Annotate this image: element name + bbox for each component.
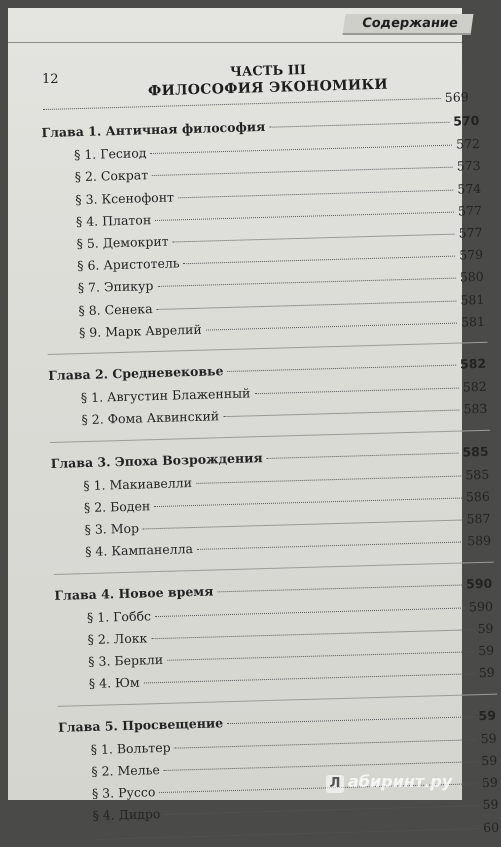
section-title: § 1. Гесиод <box>74 145 149 162</box>
section-page: 59 <box>480 797 498 812</box>
section-page: 577 <box>456 203 482 219</box>
section-entry <box>88 643 494 669</box>
chapter-page: 585 <box>460 443 489 459</box>
section-title: § 1. Августин Блаженный <box>81 386 253 406</box>
leader-dots <box>144 674 475 684</box>
section-title: § 3. Руссо <box>92 784 158 801</box>
leader-dots <box>143 520 463 530</box>
watermark <box>326 772 452 793</box>
page-number: 12 <box>42 72 59 87</box>
section-title: § 4. Кампанелла <box>85 541 195 559</box>
section-entry <box>77 247 483 273</box>
section-entry <box>84 489 490 515</box>
section-entry <box>84 511 490 537</box>
section-page: 574 <box>455 180 481 196</box>
section-entry <box>76 225 482 251</box>
section-entry <box>76 203 482 229</box>
section-entry <box>78 269 484 295</box>
part-page: 569 <box>443 89 469 105</box>
leader-dots <box>164 806 478 816</box>
section-page: 585 <box>463 467 489 483</box>
section-entry <box>89 665 495 691</box>
section-title: § 5. Демокрит <box>76 234 170 252</box>
leader-dots <box>167 651 474 661</box>
leader-dots <box>175 739 477 748</box>
leader-dots <box>254 388 459 395</box>
section-entry <box>81 379 487 405</box>
section-title: § 1. Вольтер <box>91 739 173 756</box>
section-page: 590 <box>467 598 493 614</box>
section-page: 581 <box>459 314 485 330</box>
section-title: § 7. Эпикур <box>78 278 156 295</box>
section-title: § 2. Боден <box>84 498 153 515</box>
part-name: ФИЛОСОФИЯ ЭКОНОМИКИ <box>118 76 418 100</box>
section-entry <box>87 598 493 624</box>
chapter-page: 570 <box>451 113 480 129</box>
book-page <box>8 8 462 800</box>
leader-dots <box>196 475 461 483</box>
leader-dots <box>178 189 453 198</box>
chapter-title: Глава 4. Новое время <box>54 583 215 602</box>
chapter-entry <box>58 707 496 734</box>
section-page: 59 <box>479 753 497 768</box>
section-entry <box>78 291 484 317</box>
chapter-separator <box>48 342 488 355</box>
leader-dots <box>228 365 457 372</box>
section-title: § 2. Локк <box>87 630 149 647</box>
section-title: § 4. Платон <box>76 212 154 229</box>
section-title: § 2. Фома Аквинский <box>81 409 221 428</box>
leader-dots <box>155 607 465 617</box>
chapter-page: 582 <box>458 356 487 372</box>
part-entry <box>41 89 469 116</box>
leader-dots <box>267 452 459 458</box>
chapter-page: 590 <box>464 575 493 591</box>
section-page: 589 <box>465 533 491 549</box>
section-title: § 6. Аристотель <box>77 255 182 273</box>
section-page: 577 <box>456 225 482 241</box>
section-title: § 2. Мелье <box>91 762 162 779</box>
chapter-separator <box>54 561 494 574</box>
section-title: § 4. Юм <box>89 675 142 691</box>
leader-dots <box>269 122 449 128</box>
chapter-page: 59 <box>476 707 496 723</box>
section-page: 59 <box>477 665 495 680</box>
section-entry <box>83 467 489 493</box>
leader-dots <box>157 300 457 309</box>
section-page: 572 <box>454 136 480 152</box>
section-entry <box>91 730 497 756</box>
section-entry <box>93 819 499 845</box>
section-entry <box>87 621 493 647</box>
chapter-title: Глава 2. Средневековье <box>48 363 226 383</box>
leader-dots <box>223 410 459 418</box>
chapter-title: Глава 5. Просвещение <box>58 715 225 735</box>
leader-dots <box>206 322 457 330</box>
section-title: § 9. Марк Аврелий <box>79 321 204 339</box>
leader-dots <box>197 542 463 550</box>
section-entry <box>79 314 485 340</box>
leader-dots <box>164 761 478 771</box>
watermark-text: абиринт.ру <box>348 772 452 791</box>
chapter-separator <box>50 429 490 442</box>
section-page: 582 <box>461 379 487 395</box>
chapter-entry <box>41 113 479 140</box>
leader-dots <box>157 278 456 287</box>
section-title: § 3. Беркли <box>88 652 165 669</box>
leader-dots <box>217 584 462 592</box>
chapter-title: Глава 1. Античная философия <box>41 119 267 140</box>
section-page: 573 <box>455 158 481 174</box>
section-title: § 4. Дидро <box>92 806 162 823</box>
section-entry <box>92 797 498 823</box>
section-entry <box>75 180 481 206</box>
section-page: 580 <box>458 269 484 285</box>
leader-dots <box>150 145 452 154</box>
section-entry <box>81 401 487 427</box>
section-page: 59 <box>476 643 494 658</box>
leader-dots <box>151 629 473 639</box>
section-page: 59 <box>480 775 498 790</box>
part-label: ЧАСТЬ III <box>118 60 418 83</box>
section-title: § 3. Ксенофонт <box>75 189 176 207</box>
chapter-separator <box>57 693 497 706</box>
leader-dots <box>227 716 474 724</box>
labirint-logo-icon: Л <box>326 775 344 793</box>
section-page: 579 <box>457 247 483 263</box>
leader-dots <box>152 167 453 176</box>
leader-dots <box>154 498 462 508</box>
leader-dots <box>184 256 456 265</box>
leader-dots <box>97 828 479 840</box>
leader-dots <box>155 211 454 220</box>
chapter-entry <box>54 575 492 602</box>
section-title: § 3. Мор <box>84 521 141 538</box>
section-page: 587 <box>464 511 490 527</box>
section-page: 59 <box>475 621 493 636</box>
leader-dots <box>173 234 455 243</box>
leader-dots <box>43 98 441 110</box>
section-title: § 1. Макиавелли <box>83 475 194 493</box>
section-page: 60 <box>481 819 499 834</box>
section-title: § 2. Сократ <box>75 167 151 184</box>
section-header: Содержание <box>343 14 474 35</box>
section-title: § 8. Сенека <box>78 301 154 318</box>
section-page: 586 <box>464 489 490 505</box>
section-entry <box>74 136 480 162</box>
section-entry <box>85 533 491 559</box>
section-title: § 1. Гоббс <box>87 608 153 625</box>
chapter-entry <box>51 443 489 470</box>
chapter-entry <box>48 356 486 383</box>
section-page: 583 <box>461 401 487 417</box>
section-page: 581 <box>458 291 484 307</box>
section-entry <box>75 158 481 184</box>
table-of-contents <box>8 0 484 800</box>
section-page: 59 <box>478 730 496 745</box>
chapter-title: Глава 3. Эпоха Возрождения <box>51 450 265 471</box>
